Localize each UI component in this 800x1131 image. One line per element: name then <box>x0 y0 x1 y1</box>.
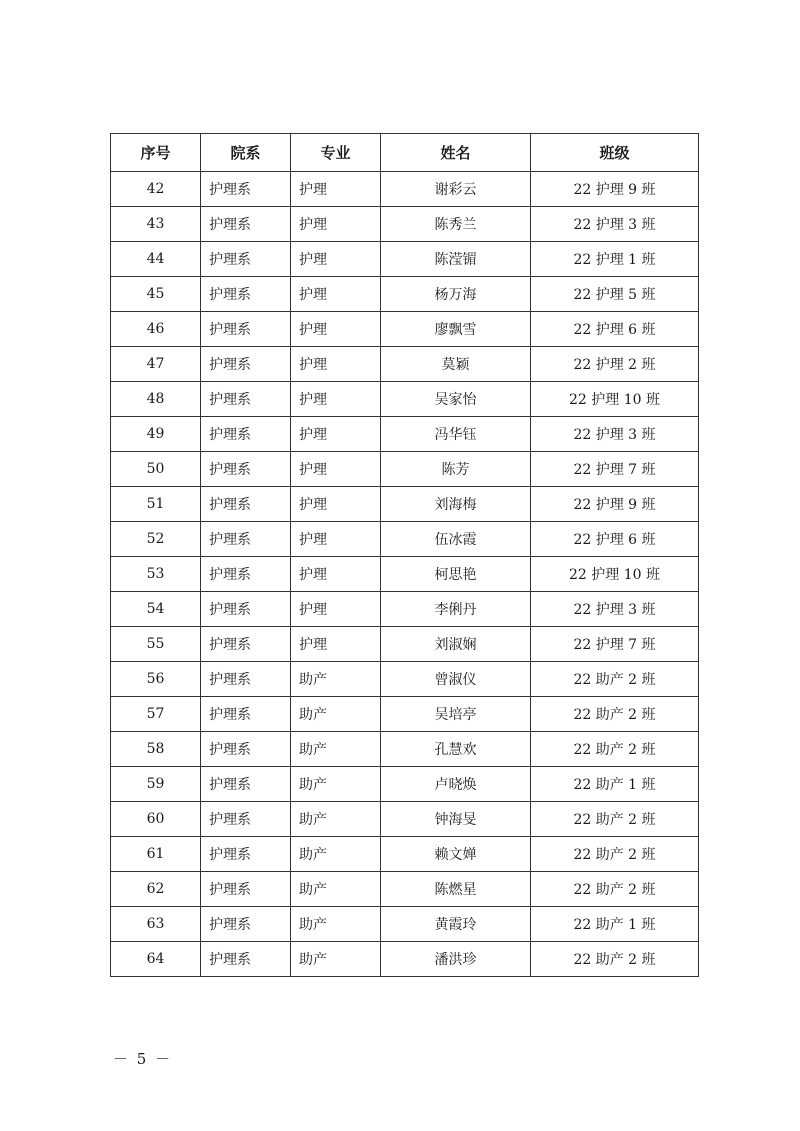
cell-dept: 护理系 <box>201 942 291 977</box>
cell-no: 62 <box>111 872 201 907</box>
cell-name: 伍冰霞 <box>381 522 531 557</box>
cell-no: 57 <box>111 697 201 732</box>
cell-dept: 护理系 <box>201 347 291 382</box>
table-row <box>111 487 699 522</box>
cell-class: 22 助产 1 班 <box>531 767 699 802</box>
table-row <box>111 592 699 627</box>
cell-name: 谢彩云 <box>381 172 531 207</box>
cell-class: 22 护理 3 班 <box>531 207 699 242</box>
cell-name: 陈芳 <box>381 452 531 487</box>
cell-class: 22 护理 5 班 <box>531 277 699 312</box>
cell-name: 黄霞玲 <box>381 907 531 942</box>
cell-major: 护理 <box>291 592 381 627</box>
cell-major: 护理 <box>291 522 381 557</box>
cell-major: 护理 <box>291 172 381 207</box>
cell-no: 52 <box>111 522 201 557</box>
cell-name: 吴培亭 <box>381 697 531 732</box>
table-row <box>111 697 699 732</box>
cell-dept: 护理系 <box>201 767 291 802</box>
cell-dept: 护理系 <box>201 802 291 837</box>
table-row <box>111 557 699 592</box>
cell-class: 22 助产 2 班 <box>531 872 699 907</box>
cell-name: 刘淑娴 <box>381 627 531 662</box>
cell-name: 卢晓焕 <box>381 767 531 802</box>
table-row <box>111 837 699 872</box>
table-row <box>111 732 699 767</box>
cell-dept: 护理系 <box>201 452 291 487</box>
cell-major: 护理 <box>291 557 381 592</box>
cell-dept: 护理系 <box>201 172 291 207</box>
table-row <box>111 277 699 312</box>
cell-class: 22 护理 2 班 <box>531 347 699 382</box>
header-no: 序号 <box>111 134 201 172</box>
cell-major: 助产 <box>291 802 381 837</box>
cell-no: 46 <box>111 312 201 347</box>
table-header <box>111 134 699 172</box>
table-row <box>111 627 699 662</box>
cell-class: 22 护理 6 班 <box>531 312 699 347</box>
cell-name: 莫颖 <box>381 347 531 382</box>
cell-name: 孔慧欢 <box>381 732 531 767</box>
roster-table <box>110 133 699 977</box>
cell-no: 59 <box>111 767 201 802</box>
cell-no: 44 <box>111 242 201 277</box>
table-row <box>111 207 699 242</box>
cell-class: 22 助产 2 班 <box>531 802 699 837</box>
cell-major: 护理 <box>291 487 381 522</box>
table-row <box>111 522 699 557</box>
cell-name: 陈燃星 <box>381 872 531 907</box>
cell-no: 56 <box>111 662 201 697</box>
cell-name: 廖飘雪 <box>381 312 531 347</box>
cell-dept: 护理系 <box>201 627 291 662</box>
table-row <box>111 907 699 942</box>
cell-no: 48 <box>111 382 201 417</box>
table-row <box>111 417 699 452</box>
cell-class: 22 护理 7 班 <box>531 627 699 662</box>
cell-name: 杨万海 <box>381 277 531 312</box>
cell-dept: 护理系 <box>201 557 291 592</box>
cell-no: 61 <box>111 837 201 872</box>
cell-name: 陈秀兰 <box>381 207 531 242</box>
cell-major: 助产 <box>291 767 381 802</box>
cell-dept: 护理系 <box>201 592 291 627</box>
cell-class: 22 助产 1 班 <box>531 907 699 942</box>
cell-name: 李俐丹 <box>381 592 531 627</box>
cell-dept: 护理系 <box>201 277 291 312</box>
cell-class: 22 护理 3 班 <box>531 592 699 627</box>
cell-major: 助产 <box>291 732 381 767</box>
cell-class: 22 助产 2 班 <box>531 942 699 977</box>
table-row <box>111 662 699 697</box>
cell-name: 陈滢镅 <box>381 242 531 277</box>
cell-class: 22 助产 2 班 <box>531 837 699 872</box>
cell-dept: 护理系 <box>201 662 291 697</box>
cell-major: 护理 <box>291 312 381 347</box>
cell-no: 47 <box>111 347 201 382</box>
cell-dept: 护理系 <box>201 837 291 872</box>
table-row <box>111 802 699 837</box>
cell-major: 助产 <box>291 662 381 697</box>
cell-name: 潘洪珍 <box>381 942 531 977</box>
header-major: 专业 <box>291 134 381 172</box>
cell-dept: 护理系 <box>201 697 291 732</box>
header-dept: 院系 <box>201 134 291 172</box>
cell-class: 22 助产 2 班 <box>531 662 699 697</box>
cell-dept: 护理系 <box>201 732 291 767</box>
cell-no: 63 <box>111 907 201 942</box>
cell-dept: 护理系 <box>201 382 291 417</box>
cell-major: 护理 <box>291 452 381 487</box>
cell-name: 冯华钰 <box>381 417 531 452</box>
cell-dept: 护理系 <box>201 487 291 522</box>
cell-major: 护理 <box>291 207 381 242</box>
cell-dept: 护理系 <box>201 242 291 277</box>
cell-dept: 护理系 <box>201 907 291 942</box>
cell-class: 22 助产 2 班 <box>531 697 699 732</box>
cell-no: 43 <box>111 207 201 242</box>
cell-major: 护理 <box>291 347 381 382</box>
cell-no: 45 <box>111 277 201 312</box>
cell-major: 护理 <box>291 242 381 277</box>
cell-dept: 护理系 <box>201 312 291 347</box>
cell-class: 22 护理 6 班 <box>531 522 699 557</box>
cell-name: 柯思艳 <box>381 557 531 592</box>
cell-major: 护理 <box>291 417 381 452</box>
table-row <box>111 312 699 347</box>
cell-no: 60 <box>111 802 201 837</box>
table-row <box>111 242 699 277</box>
cell-class: 22 护理 10 班 <box>531 557 699 592</box>
cell-major: 助产 <box>291 697 381 732</box>
cell-class: 22 护理 3 班 <box>531 417 699 452</box>
cell-no: 49 <box>111 417 201 452</box>
header-row <box>111 134 699 172</box>
cell-major: 助产 <box>291 942 381 977</box>
table-row <box>111 347 699 382</box>
cell-name: 赖文婵 <box>381 837 531 872</box>
page-number: － 5 － <box>113 1050 173 1068</box>
cell-no: 58 <box>111 732 201 767</box>
table-row <box>111 942 699 977</box>
cell-major: 护理 <box>291 627 381 662</box>
table-row <box>111 872 699 907</box>
cell-major: 助产 <box>291 837 381 872</box>
table-body <box>111 172 699 977</box>
table-row <box>111 452 699 487</box>
table-row <box>111 382 699 417</box>
cell-class: 22 护理 9 班 <box>531 487 699 522</box>
header-name: 姓名 <box>381 134 531 172</box>
cell-no: 53 <box>111 557 201 592</box>
cell-class: 22 护理 9 班 <box>531 172 699 207</box>
cell-name: 曾淑仪 <box>381 662 531 697</box>
cell-dept: 护理系 <box>201 207 291 242</box>
cell-major: 助产 <box>291 872 381 907</box>
cell-class: 22 护理 10 班 <box>531 382 699 417</box>
table-row <box>111 767 699 802</box>
cell-class: 22 护理 1 班 <box>531 242 699 277</box>
cell-dept: 护理系 <box>201 417 291 452</box>
table-row <box>111 172 699 207</box>
cell-no: 42 <box>111 172 201 207</box>
cell-name: 钟海旻 <box>381 802 531 837</box>
cell-no: 54 <box>111 592 201 627</box>
cell-major: 护理 <box>291 277 381 312</box>
cell-dept: 护理系 <box>201 522 291 557</box>
cell-no: 64 <box>111 942 201 977</box>
cell-dept: 护理系 <box>201 872 291 907</box>
cell-no: 55 <box>111 627 201 662</box>
cell-major: 助产 <box>291 907 381 942</box>
cell-name: 刘海梅 <box>381 487 531 522</box>
cell-class: 22 助产 2 班 <box>531 732 699 767</box>
cell-no: 50 <box>111 452 201 487</box>
header-class: 班级 <box>531 134 699 172</box>
cell-name: 吴家怡 <box>381 382 531 417</box>
cell-major: 护理 <box>291 382 381 417</box>
cell-class: 22 护理 7 班 <box>531 452 699 487</box>
cell-no: 51 <box>111 487 201 522</box>
